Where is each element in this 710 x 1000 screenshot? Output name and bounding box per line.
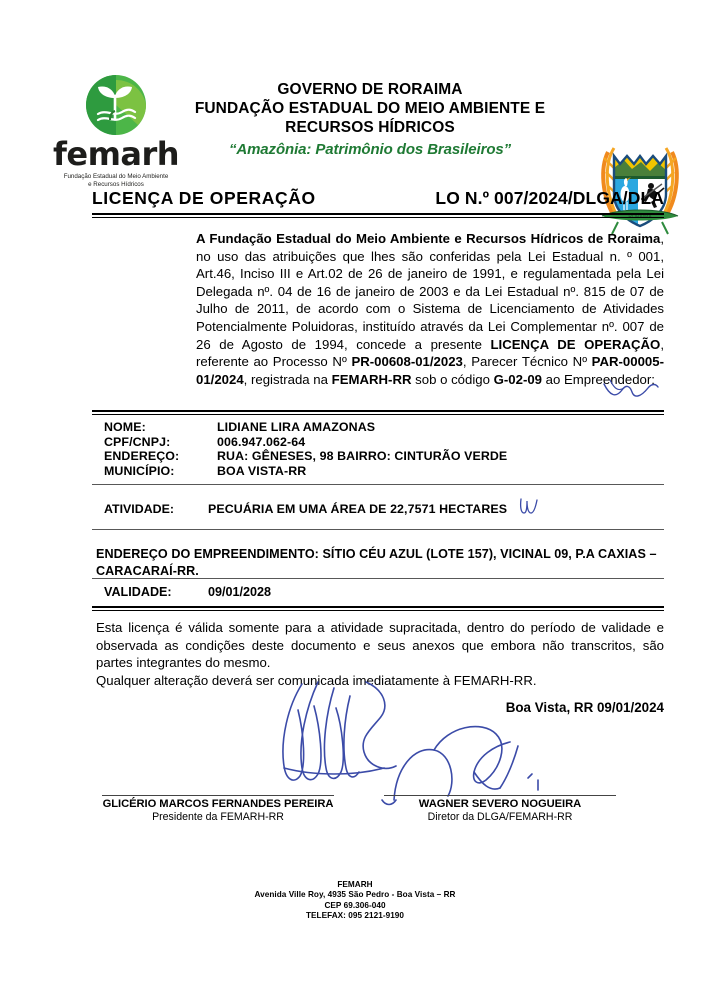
preamble-text-3: , Parecer Técnico Nº <box>462 354 592 370</box>
footer-org: FEMARH <box>337 880 373 889</box>
preamble-technical-opinion-number: PAR-00005-01/2024 <box>196 354 664 387</box>
preamble-code: G-02-09 <box>493 371 543 387</box>
femarh-subtitle-line2: e Recursos Hídricos <box>88 180 144 188</box>
signature-name-president: GLICÉRIO MARCOS FERNANDES PEREIRA <box>102 798 334 810</box>
header-line-foundation: FUNDAÇÃO ESTADUAL DO MEIO AMBIENTE E <box>194 100 546 117</box>
enterprise-address: ENDEREÇO DO EMPREENDIMENTO: SÍTIO CÉU AZUL (LOTE 157), VICINAL 09, P.A CAXIAS – CARACARAÍ-RR. <box>96 547 657 578</box>
divider-above-validade <box>92 578 664 579</box>
activity-row <box>104 495 664 522</box>
detail-value-endereco: RUA: GÊNESES, 98 BAIRRO: CINTURÃO VERDE <box>217 449 508 464</box>
signature-name-director: WAGNER SEVERO NOGUEIRA <box>418 798 582 810</box>
entrepreneur-details <box>104 420 664 478</box>
validity-value: 09/01/2028 <box>208 585 272 599</box>
closing-paragraph: Esta licença é válida somente para a atividade supracitada, dentro do período de validade e observada as condições deste documento e seus anexos que embora não transcritos, são partes integrantes do mesmo. <box>96 620 664 671</box>
detail-label-nome: NOME: <box>104 420 146 434</box>
femarh-wordmark: femarh <box>52 135 180 173</box>
footer-address: Avenida Ville Roy, 4935 São Pedro - Boa Vista – RR <box>254 890 456 900</box>
header-line-resources: RECURSOS HÍDRICOS <box>285 119 455 136</box>
divider-above-details <box>92 410 664 415</box>
footer-telefax: TELEFAX: 095 2121-9190 <box>305 911 405 921</box>
detail-label-municipio: MUNICÍPIO: <box>104 463 175 478</box>
divider-below-validade <box>92 606 664 611</box>
signature-role-president: Presidente da FEMARH-RR <box>152 811 284 823</box>
femarh-subtitle <box>36 173 196 189</box>
detail-row-municipio <box>104 464 664 479</box>
license-title-row <box>92 188 664 209</box>
handwritten-initial-activity <box>517 495 541 522</box>
divider-above-atividade <box>92 484 664 485</box>
license-number: LO N.º 007/2024/DLGA/DLA <box>435 188 664 208</box>
detail-row-nome <box>104 420 664 435</box>
preamble-text-6: ao Empreendedor: <box>542 371 655 387</box>
preamble-text-1: , no uso das atribuições que lhes são conferidas pela Lei Estadual n. º 001, Art.46, Inciso III e Art.02 de 26 de janeiro de 1991, e regulamentada pela Lei Delegada nº. 04 de 16 de janeiro de 2003 e da Lei Estadual nº. 815 de 07 de Julho de 2011, de acordo com o Sistema de Licenciamento de Atividades Potencialmente Poluidoras, instituído através da Lei Complementar nº. 007 de 26 de Agosto de 1994, concede a presente <box>196 231 664 352</box>
validity-label: VALIDADE: <box>104 585 172 599</box>
license-title: LICENÇA DE OPERAÇÃO <box>92 188 316 208</box>
city-and-date: Boa Vista, RR 09/01/2024 <box>505 700 664 715</box>
detail-label-endereco: ENDEREÇO: <box>104 449 180 464</box>
signature-line-director <box>384 795 616 796</box>
preamble-institution: A Fundação Estadual do Meio Ambiente e Recursos Hídricos de Roraima <box>196 231 661 246</box>
preamble-text-2: , referente ao Processo Nº <box>196 336 664 370</box>
svg-text:RORAIMA: RORAIMA <box>628 214 652 220</box>
signature-role-director: Diretor da DLGA/FEMARH-RR <box>427 811 573 823</box>
signature-line-president <box>102 795 334 796</box>
activity-value: PECUÁRIA EM UMA ÁREA DE 22,7571 HECTARES <box>208 501 508 516</box>
detail-value-cpf-cnpj: 006.947.062-64 <box>217 434 306 449</box>
closing-text <box>96 619 664 689</box>
header-slogan: “Amazônia: Patrimônio dos Brasileiros” <box>228 141 512 158</box>
preamble-process-number: PR-00608-01/2023 <box>351 354 463 370</box>
document-footer <box>0 880 710 922</box>
header-line-government: GOVERNO DE RORAIMA <box>277 81 463 98</box>
detail-value-municipio: BOA VISTA-RR <box>217 463 307 478</box>
detail-row-endereco <box>104 449 664 464</box>
signature-scribble-director <box>378 716 618 806</box>
signature-block-director <box>384 795 616 823</box>
detail-label-cpf-cnpj: CPF/CNPJ: <box>104 434 171 449</box>
divider-under-title <box>92 213 664 218</box>
detail-value-nome: LIDIANE LIRA AMAZONAS <box>217 420 376 434</box>
signature-scribble-president <box>184 680 424 800</box>
preamble-license-type: LICENÇA DE OPERAÇÃO <box>490 336 661 352</box>
preamble-text-4: , registrada na <box>243 371 332 387</box>
detail-row-cpf-cnpj <box>104 435 664 450</box>
preamble-text-5: sob o código <box>411 371 494 387</box>
signature-area <box>92 690 664 835</box>
validity-row <box>104 585 664 599</box>
femarh-subtitle-line1: Fundação Estadual do Meio Ambiente <box>63 173 169 180</box>
header-titles <box>170 80 570 158</box>
footer-cep: CEP 69.306-040 <box>324 900 386 910</box>
divider-below-atividade <box>92 529 664 530</box>
activity-label: ATIVIDADE: <box>104 501 174 516</box>
preamble-agency: FEMARH-RR <box>331 371 412 387</box>
closing-last-line: Qualquer alteração deverá ser comunicada imediatamente à FEMARH-RR. <box>96 672 537 688</box>
license-preamble <box>196 230 664 388</box>
signature-block-president <box>102 795 334 823</box>
